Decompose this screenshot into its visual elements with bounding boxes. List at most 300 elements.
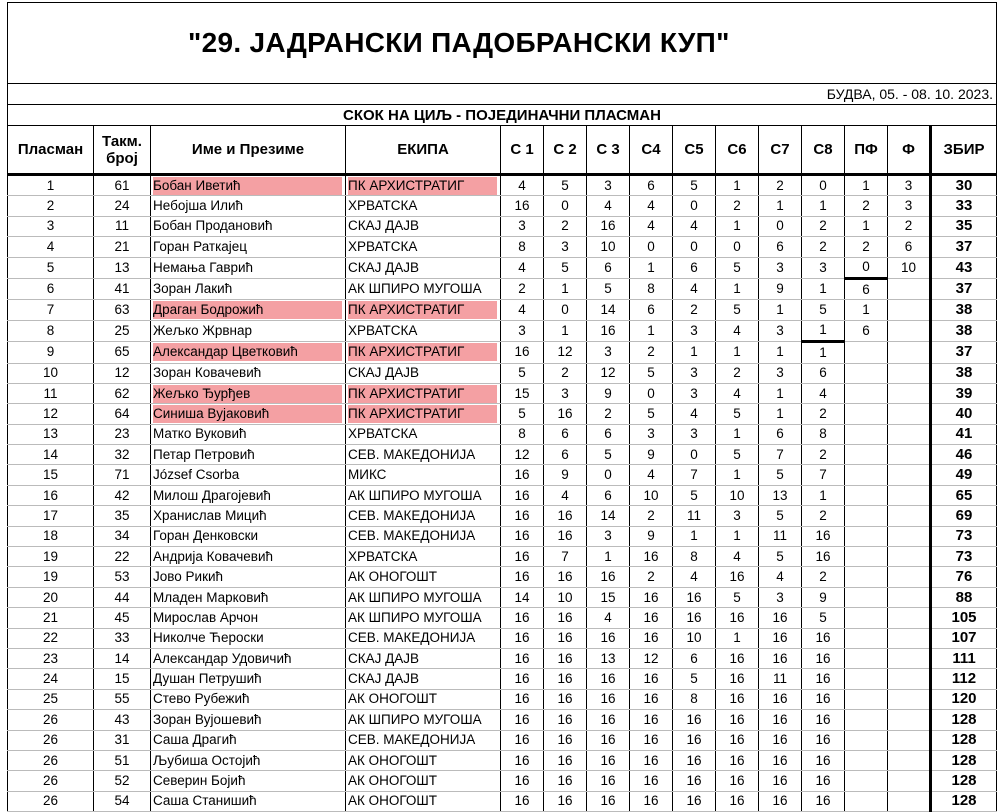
score-cell-s4: 16	[630, 771, 673, 791]
score-cell-pf	[845, 648, 888, 668]
total-cell: 40	[931, 404, 997, 424]
competitor-name-cell: Николче Ћероски	[151, 628, 346, 648]
score-cell-s7: 16	[759, 648, 802, 668]
score-cell-s8: 8	[802, 424, 845, 444]
score-cell-s2: 16	[544, 506, 587, 526]
score-cell-f	[888, 608, 931, 628]
competitor-number-cell: 45	[94, 608, 151, 628]
total-cell: 38	[931, 300, 997, 320]
total-cell: 105	[931, 608, 997, 628]
score-cell-s4: 3	[630, 424, 673, 444]
score-cell-s3: 16	[587, 730, 630, 750]
score-cell-s6: 16	[716, 689, 759, 709]
score-cell-s1: 16	[501, 506, 544, 526]
score-cell-s4: 1	[630, 257, 673, 278]
total-cell: 69	[931, 506, 997, 526]
team-cell: СКАЈ ДАЈВ	[346, 363, 501, 383]
competitor-name-cell: Душан Петрушић	[151, 669, 346, 689]
score-cell-s3: 15	[587, 587, 630, 607]
score-cell-s4: 9	[630, 526, 673, 546]
team-cell: СКАЈ ДАЈВ	[346, 669, 501, 689]
score-cell-s6: 1	[716, 465, 759, 485]
results-table	[7, 125, 997, 812]
col-header-pf: ПФ	[845, 126, 888, 175]
competitor-name-cell: Бобан Продановић	[151, 216, 346, 236]
score-cell-s1: 16	[501, 730, 544, 750]
score-cell-s2: 16	[544, 567, 587, 587]
score-cell-pf	[845, 445, 888, 465]
score-cell-s6: 2	[716, 196, 759, 216]
place-cell: 6	[8, 278, 94, 299]
score-cell-f: 6	[888, 237, 931, 257]
place-cell: 15	[8, 465, 94, 485]
competitor-name-cell: Небојша Илић	[151, 196, 346, 216]
table-row	[8, 628, 997, 648]
competitor-number-cell: 35	[94, 506, 151, 526]
competitor-number-cell: 65	[94, 342, 151, 363]
place-cell: 14	[8, 445, 94, 465]
score-cell-s1: 14	[501, 587, 544, 607]
score-cell-s3: 3	[587, 526, 630, 546]
score-cell-s6: 5	[716, 300, 759, 320]
team-cell: АК ШПИРО МУГОША	[346, 710, 501, 730]
score-cell-s3: 16	[587, 750, 630, 770]
total-cell: 120	[931, 689, 997, 709]
team-cell: СКАЈ ДАЈВ	[346, 257, 501, 278]
score-cell-s5: 5	[673, 669, 716, 689]
score-cell-s8: 16	[802, 628, 845, 648]
score-cell-s1: 4	[501, 300, 544, 320]
score-cell-s2: 16	[544, 526, 587, 546]
score-cell-s5: 5	[673, 175, 716, 196]
col-header-s8: С8	[802, 126, 845, 175]
team-cell-text: ПК АРХИСТРАТИГ	[348, 177, 497, 195]
score-cell-s2: 0	[544, 196, 587, 216]
total-cell: 38	[931, 363, 997, 383]
table-row	[8, 791, 997, 811]
table-row	[8, 363, 997, 383]
score-cell-s4: 4	[630, 216, 673, 236]
score-cell-s1: 16	[501, 342, 544, 363]
place-cell: 20	[8, 587, 94, 607]
score-cell-s3: 0	[587, 465, 630, 485]
team-cell: ХРВАТСКА	[346, 424, 501, 444]
score-cell-s2: 16	[544, 730, 587, 750]
score-cell-s1: 16	[501, 791, 544, 811]
competitor-name-cell: Северин Бојић	[151, 771, 346, 791]
score-cell-s7: 16	[759, 689, 802, 709]
score-cell-s3: 1	[587, 547, 630, 567]
score-cell-s7: 16	[759, 791, 802, 811]
competitor-name-cell: Горан Денковски	[151, 526, 346, 546]
place-cell: 1	[8, 175, 94, 196]
score-cell-s7: 16	[759, 750, 802, 770]
col-header-number: Такм. број	[94, 126, 151, 175]
score-cell-s6: 16	[716, 791, 759, 811]
score-cell-s6: 16	[716, 648, 759, 668]
score-cell-f	[888, 278, 931, 299]
score-cell-s1: 5	[501, 404, 544, 424]
table-row	[8, 730, 997, 750]
score-cell-s8: 16	[802, 771, 845, 791]
score-cell-s8: 16	[802, 791, 845, 811]
score-cell-s6: 1	[716, 216, 759, 236]
score-cell-s6: 5	[716, 257, 759, 278]
competitor-number-cell: 25	[94, 320, 151, 341]
score-cell-s2: 4	[544, 485, 587, 505]
score-cell-pf	[845, 710, 888, 730]
team-cell: ХРВАТСКА	[346, 320, 501, 341]
score-cell-s6: 1	[716, 342, 759, 363]
table-row	[8, 526, 997, 546]
competitor-name-cell	[151, 342, 346, 363]
total-cell: 38	[931, 320, 997, 341]
score-cell-s7: 3	[759, 587, 802, 607]
score-cell-s3: 16	[587, 216, 630, 236]
score-cell-s8: 2	[802, 216, 845, 236]
score-cell-s2: 3	[544, 383, 587, 403]
score-cell-pf	[845, 791, 888, 811]
score-cell-s1: 15	[501, 383, 544, 403]
score-cell-s3: 16	[587, 710, 630, 730]
table-row	[8, 465, 997, 485]
score-cell-s3: 6	[587, 424, 630, 444]
score-cell-pf: 1	[845, 300, 888, 320]
col-header-s2: С 2	[544, 126, 587, 175]
score-cell-s8: 2	[802, 506, 845, 526]
competitor-number-cell: 44	[94, 587, 151, 607]
table-row	[8, 196, 997, 216]
score-cell-s5: 0	[673, 196, 716, 216]
competitor-name-cell: Петар Петровић	[151, 445, 346, 465]
table-row	[8, 300, 997, 320]
competitor-name-cell: Младен Марковић	[151, 587, 346, 607]
score-cell-f	[888, 320, 931, 341]
total-cell: 73	[931, 547, 997, 567]
score-cell-f: 2	[888, 216, 931, 236]
place-cell: 4	[8, 237, 94, 257]
score-cell-s3: 16	[587, 791, 630, 811]
competitor-name-cell: Зоран Лакић	[151, 278, 346, 299]
header-row	[8, 126, 997, 175]
score-cell-s4: 2	[630, 342, 673, 363]
score-cell-s5: 4	[673, 278, 716, 299]
competitor-name-cell: Јово Рикић	[151, 567, 346, 587]
total-cell: 107	[931, 628, 997, 648]
total-cell: 37	[931, 342, 997, 363]
score-cell-s8: 7	[802, 465, 845, 485]
table-row	[8, 237, 997, 257]
place-cell: 9	[8, 342, 94, 363]
score-cell-s7: 13	[759, 485, 802, 505]
score-cell-s7: 16	[759, 771, 802, 791]
competitor-name-cell: Матко Вуковић	[151, 424, 346, 444]
score-cell-s7: 1	[759, 404, 802, 424]
competitor-number-cell: 63	[94, 300, 151, 320]
score-cell-s5: 0	[673, 445, 716, 465]
score-cell-s4: 2	[630, 506, 673, 526]
score-cell-s7: 1	[759, 196, 802, 216]
col-header-f: Ф	[888, 126, 931, 175]
table-row	[8, 342, 997, 363]
col-header-team: ЕКИПА	[346, 126, 501, 175]
place-cell: 18	[8, 526, 94, 546]
score-cell-s6: 16	[716, 710, 759, 730]
score-cell-s4: 4	[630, 196, 673, 216]
total-cell: 65	[931, 485, 997, 505]
team-cell: АК ШПИРО МУГОША	[346, 278, 501, 299]
competitor-name-cell: Мирослав Арчон	[151, 608, 346, 628]
score-cell-s6: 1	[716, 424, 759, 444]
col-header-s1: С 1	[501, 126, 544, 175]
competitor-name-cell: Љубиша Остојић	[151, 750, 346, 770]
score-cell-s2: 16	[544, 404, 587, 424]
score-cell-s7: 7	[759, 445, 802, 465]
score-cell-s6: 16	[716, 567, 759, 587]
score-cell-s5: 8	[673, 547, 716, 567]
score-cell-s7: 1	[759, 342, 802, 363]
score-cell-s8: 1	[802, 278, 845, 299]
score-cell-s7: 6	[759, 237, 802, 257]
score-cell-pf	[845, 669, 888, 689]
score-cell-pf: 1	[845, 175, 888, 196]
competitor-number-cell: 23	[94, 424, 151, 444]
competitor-name-cell	[151, 404, 346, 424]
total-cell: 128	[931, 750, 997, 770]
score-cell-s3: 14	[587, 300, 630, 320]
score-cell-s3: 3	[587, 342, 630, 363]
score-cell-pf	[845, 465, 888, 485]
place-cell: 19	[8, 567, 94, 587]
score-cell-s1: 16	[501, 608, 544, 628]
score-cell-s2: 12	[544, 342, 587, 363]
team-cell: СКАЈ ДАЈВ	[346, 216, 501, 236]
team-cell: СЕВ. МАКЕДОНИЈА	[346, 628, 501, 648]
score-cell-s4: 6	[630, 175, 673, 196]
score-cell-s3: 16	[587, 628, 630, 648]
team-cell: СЕВ. МАКЕДОНИЈА	[346, 445, 501, 465]
score-cell-f: 10	[888, 257, 931, 278]
score-cell-s5: 1	[673, 342, 716, 363]
page-title: "29. ЈАДРАНСКИ ПАДОБРАНСКИ КУП"	[188, 27, 730, 58]
score-cell-s3: 16	[587, 567, 630, 587]
score-cell-s3: 16	[587, 320, 630, 341]
score-cell-s1: 16	[501, 771, 544, 791]
total-cell: 37	[931, 278, 997, 299]
table-row	[8, 587, 997, 607]
score-cell-s1: 4	[501, 175, 544, 196]
score-cell-s3: 6	[587, 485, 630, 505]
competitor-name-cell: Стево Рубежић	[151, 689, 346, 709]
score-cell-s5: 11	[673, 506, 716, 526]
total-cell: 49	[931, 465, 997, 485]
score-cell-s5: 16	[673, 750, 716, 770]
place-cell: 21	[8, 608, 94, 628]
col-header-s4: С4	[630, 126, 673, 175]
score-cell-s7: 5	[759, 506, 802, 526]
competitor-name-cell-text: Драган Бодрожић	[153, 301, 342, 319]
competitor-number-cell: 31	[94, 730, 151, 750]
score-cell-s5: 16	[673, 587, 716, 607]
results-body	[8, 175, 997, 812]
team-cell: АК ШПИРО МУГОША	[346, 485, 501, 505]
score-cell-s5: 3	[673, 383, 716, 403]
place-cell: 23	[8, 648, 94, 668]
score-cell-pf: 2	[845, 196, 888, 216]
score-cell-f	[888, 404, 931, 424]
score-cell-s1: 16	[501, 526, 544, 546]
score-cell-pf	[845, 771, 888, 791]
score-cell-s1: 16	[501, 628, 544, 648]
score-cell-s4: 0	[630, 383, 673, 403]
team-cell: ХРВАТСКА	[346, 547, 501, 567]
competitor-number-cell: 55	[94, 689, 151, 709]
competitor-name-cell: Хранислав Мицић	[151, 506, 346, 526]
score-cell-s4: 2	[630, 567, 673, 587]
score-cell-s2: 2	[544, 216, 587, 236]
score-cell-s5: 16	[673, 710, 716, 730]
score-cell-s3: 3	[587, 175, 630, 196]
total-cell: 128	[931, 771, 997, 791]
place-cell: 24	[8, 669, 94, 689]
table-row	[8, 648, 997, 668]
score-cell-pf	[845, 506, 888, 526]
place-cell: 7	[8, 300, 94, 320]
score-cell-s3: 5	[587, 278, 630, 299]
score-cell-pf: 1	[845, 216, 888, 236]
score-cell-s1: 16	[501, 485, 544, 505]
score-cell-s2: 0	[544, 300, 587, 320]
score-cell-f	[888, 363, 931, 383]
score-cell-s7: 0	[759, 216, 802, 236]
score-cell-f	[888, 465, 931, 485]
total-cell: 128	[931, 730, 997, 750]
competitor-name-cell: Горан Раткајец	[151, 237, 346, 257]
score-cell-s2: 3	[544, 237, 587, 257]
score-cell-s5: 2	[673, 300, 716, 320]
competitor-number-cell: 51	[94, 750, 151, 770]
place-cell: 26	[8, 750, 94, 770]
place-cell: 26	[8, 791, 94, 811]
table-row	[8, 771, 997, 791]
place-cell: 19	[8, 547, 94, 567]
team-cell: СЕВ. МАКЕДОНИЈА	[346, 730, 501, 750]
competitor-number-cell: 43	[94, 710, 151, 730]
score-cell-s6: 4	[716, 320, 759, 341]
score-cell-s4: 16	[630, 730, 673, 750]
score-cell-s1: 16	[501, 669, 544, 689]
place-date: БУДВА, 05. - 08. 10. 2023.	[7, 84, 997, 104]
table-row	[8, 547, 997, 567]
competitor-number-cell: 33	[94, 628, 151, 648]
score-cell-pf	[845, 628, 888, 648]
score-cell-s2: 16	[544, 608, 587, 628]
score-cell-pf	[845, 587, 888, 607]
competitor-number-cell: 62	[94, 383, 151, 403]
score-cell-s4: 16	[630, 547, 673, 567]
col-header-s3: С 3	[587, 126, 630, 175]
team-cell: АК ОНОГОШТ	[346, 791, 501, 811]
team-cell: ХРВАТСКА	[346, 196, 501, 216]
score-cell-s5: 5	[673, 485, 716, 505]
score-cell-s2: 7	[544, 547, 587, 567]
score-cell-s8: 16	[802, 730, 845, 750]
score-cell-s4: 16	[630, 791, 673, 811]
score-cell-s7: 1	[759, 300, 802, 320]
score-cell-s7: 9	[759, 278, 802, 299]
score-cell-s6: 16	[716, 771, 759, 791]
score-cell-s2: 16	[544, 648, 587, 668]
place-cell: 13	[8, 424, 94, 444]
score-cell-f	[888, 791, 931, 811]
score-cell-s2: 6	[544, 424, 587, 444]
score-cell-s7: 16	[759, 730, 802, 750]
score-cell-s3: 12	[587, 363, 630, 383]
competitor-number-cell: 15	[94, 669, 151, 689]
score-cell-s2: 10	[544, 587, 587, 607]
total-cell: 112	[931, 669, 997, 689]
score-cell-f: 3	[888, 175, 931, 196]
competitor-number-cell: 71	[94, 465, 151, 485]
competitor-name-cell: Жељко Жрвнар	[151, 320, 346, 341]
score-cell-pf	[845, 750, 888, 770]
team-cell: АК ШПИРО МУГОША	[346, 587, 501, 607]
col-header-s6: С6	[716, 126, 759, 175]
team-cell: МИКС	[346, 465, 501, 485]
score-cell-s8: 2	[802, 567, 845, 587]
score-cell-s8: 1	[802, 342, 845, 363]
score-cell-s7: 16	[759, 628, 802, 648]
score-cell-s4: 16	[630, 628, 673, 648]
score-cell-f	[888, 587, 931, 607]
total-cell: 33	[931, 196, 997, 216]
score-cell-s1: 16	[501, 465, 544, 485]
score-cell-s8: 16	[802, 689, 845, 709]
score-cell-s5: 3	[673, 320, 716, 341]
title-box	[7, 2, 997, 84]
competitor-number-cell: 14	[94, 648, 151, 668]
score-cell-s6: 16	[716, 730, 759, 750]
total-cell: 43	[931, 257, 997, 278]
score-cell-s6: 1	[716, 526, 759, 546]
competitor-number-cell: 64	[94, 404, 151, 424]
score-cell-s7: 5	[759, 465, 802, 485]
score-cell-s8: 1	[802, 320, 845, 341]
score-cell-s4: 6	[630, 300, 673, 320]
score-cell-s4: 0	[630, 237, 673, 257]
competitor-number-cell: 54	[94, 791, 151, 811]
score-cell-pf: 0	[845, 257, 888, 278]
team-cell-text: ПК АРХИСТРАТИГ	[348, 385, 497, 403]
score-cell-s1: 16	[501, 547, 544, 567]
score-cell-s5: 16	[673, 608, 716, 628]
place-cell: 22	[8, 628, 94, 648]
total-cell: 41	[931, 424, 997, 444]
score-cell-s3: 14	[587, 506, 630, 526]
table-row	[8, 383, 997, 403]
score-cell-s6: 16	[716, 750, 759, 770]
score-cell-s1: 16	[501, 196, 544, 216]
score-cell-s6: 2	[716, 363, 759, 383]
table-row	[8, 175, 997, 196]
score-cell-s4: 8	[630, 278, 673, 299]
place-cell: 25	[8, 689, 94, 709]
score-cell-s1: 16	[501, 689, 544, 709]
score-cell-s1: 8	[501, 424, 544, 444]
score-cell-s2: 16	[544, 689, 587, 709]
table-row	[8, 320, 997, 341]
team-cell-text: ПК АРХИСТРАТИГ	[348, 405, 497, 423]
